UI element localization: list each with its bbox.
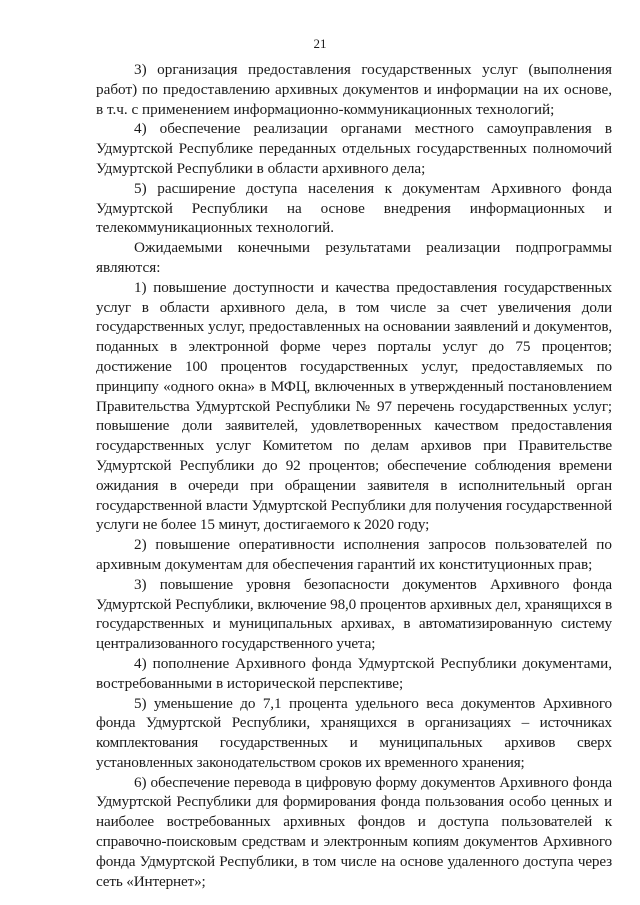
paragraph-task-4: 4) обеспечение реализации органами местного самоуправления в Удмуртской Республике переданных отдельных государственных полномочий Удмуртской Республики в области архивного дела; [96,120,612,177]
paragraph-result-1: 1) повышение доступности и качества предоставления государственных услуг в области архивного дела, в том числе за счет увеличения доли государственных услуг, предоставленных на основании заявлений и документов, поданных в электронной форме через порталы услуг до 75 процентов; достижение 100 процентов государственных услуг, предоставляемых по принципу «одного окна» в МФЦ, включенных в утвержденный постановлением Правительства Удмуртской Республики № 97 перечень государственных услуг; повышение доли заявителей, удовлетворенных качеством предоставления государственных услуг Комитетом по делам архивов при Правительстве Удмуртской Республики до 92 процентов; обеспечение соблюдения времени ожидания в очереди при обращении заявителя в исполнительный орган государственной власти Удмуртской Республики для получения государственной услуги не более 15 минут, достигаемого к 2020 году; [96,278,612,534]
paragraph-result-4: 4) пополнение Архивного фонда Удмуртской Республики документами, востребованными в исторической перспективе; [96,654,612,692]
paragraph-task-3: 3) организация предоставления государственных услуг (выполнения работ) по предоставлению архивных документов и информации на их основе, в т.ч. с применением информационно-коммуникационных технологий; [96,61,612,118]
paragraph-result-6: 6) обеспечение перевода в цифровую форму документов Архивного фонда Удмуртской Республики для формирования фонда пользования особо ценных и наиболее востребованных архивных фондов и доступа пользователей к справочно-поисковым средствам и электронным копиям документов Архивного фонда Удмуртской Республики, в том числе на основе удаленного доступа через сеть «Интернет»; [96,773,612,890]
paragraph-result-3: 3) повышение уровня безопасности документов Архивного фонда Удмуртской Республики, включение 98,0 процентов архивных дел, хранящихся в государственных и муниципальных архивах, в автоматизированную систему централизованного государственного учета; [96,575,612,653]
paragraph-task-5: 5) расширение доступа населения к документам Архивного фонда Удмуртской Республики на основе внедрения информационных и телекоммуникационных технологий. [96,179,612,237]
paragraph-result-2: 2) повышение оперативности исполнения запросов пользователей по архивным документам для обеспечения гарантий их конституционных прав; [96,536,612,573]
document-body [96,60,612,891]
paragraph-result-5: 5) уменьшение до 7,1 процента удельного веса документов Архивного фонда Удмуртской Республики, хранящихся в организациях – источниках комплектования государственных и муниципальных архивов сверх установленных законодательством сроков их временного хранения; [96,694,612,771]
paragraph-results-intro: Ожидаемыми конечными результатами реализации подпрограммы являются: [96,239,612,276]
page-number: 21 [313,36,327,51]
